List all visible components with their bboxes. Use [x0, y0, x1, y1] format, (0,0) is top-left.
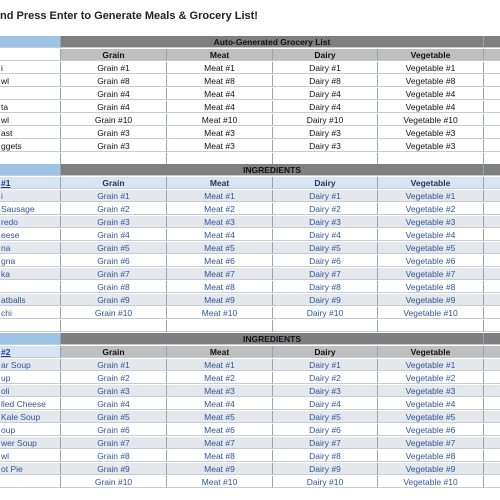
meat-cell[interactable]: Meat #4	[167, 101, 273, 113]
dairy-cell[interactable]: Dairy #3	[273, 140, 378, 152]
ing1-header-row	[0, 164, 500, 176]
grain-cell[interactable]: Grain #8	[61, 75, 167, 87]
meal-name-cell[interactable]: Sausage	[0, 203, 61, 215]
vegetable-cell[interactable]: Vegetable #1	[378, 359, 484, 371]
grocery-col-dairy[interactable]: Dairy	[273, 49, 378, 61]
ing1-columns-row	[0, 177, 500, 189]
end-cell[interactable]	[484, 190, 500, 202]
meat-cell[interactable]: Meat #10	[167, 307, 273, 319]
end-cell[interactable]	[484, 140, 500, 152]
grain-cell[interactable]: Grain #6	[61, 424, 167, 436]
ing2-col-end[interactable]	[484, 346, 500, 358]
grocery-col-vegetable[interactable]: Vegetable	[378, 49, 484, 61]
vegetable-cell[interactable]: Vegetable #7	[378, 437, 484, 449]
ing1-row	[0, 190, 500, 202]
meal-name-cell[interactable]: chi	[0, 307, 61, 319]
grain-cell[interactable]: Grain #1	[61, 62, 167, 74]
grain-cell[interactable]: Grain #4	[61, 101, 167, 113]
ing1-col-grain[interactable]: Grain	[61, 177, 167, 189]
end-cell[interactable]	[484, 229, 500, 241]
vegetable-cell[interactable]: Vegetable #4	[378, 88, 484, 100]
end-cell[interactable]	[484, 268, 500, 280]
dairy-cell[interactable]: Dairy #2	[273, 203, 378, 215]
meal-name-cell[interactable]: na	[0, 242, 61, 254]
meat-cell[interactable]: Meat #3	[167, 216, 273, 228]
grocery-row	[0, 75, 500, 87]
end-cell[interactable]	[484, 127, 500, 139]
end-cell[interactable]	[484, 255, 500, 267]
dairy-cell[interactable]: Dairy #9	[273, 294, 378, 306]
dairy-cell[interactable]: Dairy #8	[273, 75, 378, 87]
end-cell[interactable]	[484, 294, 500, 306]
meal-name-cell[interactable]: ka	[0, 268, 61, 280]
meal-name-cell[interactable]: up	[0, 372, 61, 384]
meal-name-cell[interactable]: i	[0, 62, 61, 74]
dairy-cell[interactable]: Dairy #8	[273, 281, 378, 293]
grain-cell[interactable]: Grain #6	[61, 255, 167, 267]
ing1-col-dairy[interactable]: Dairy	[273, 177, 378, 189]
dairy-cell[interactable]: Dairy #7	[273, 268, 378, 280]
ing1-row	[0, 255, 500, 267]
meal-name-cell[interactable]: oli	[0, 385, 61, 397]
end-cell[interactable]	[484, 62, 500, 74]
meat-cell[interactable]: Meat #8	[167, 75, 273, 87]
meat-cell[interactable]: Meat #2	[167, 203, 273, 215]
ing1-col-meat[interactable]: Meat	[167, 177, 273, 189]
end-cell[interactable]	[484, 398, 500, 410]
ing1-label-link[interactable]: #1	[1, 178, 11, 188]
ing1-col-end[interactable]	[484, 177, 500, 189]
ing1-row	[0, 229, 500, 241]
grain-cell[interactable]: Grain #5	[61, 411, 167, 423]
grain-cell[interactable]	[61, 320, 167, 332]
vegetable-cell[interactable]: Vegetable #8	[378, 75, 484, 87]
vegetable-cell[interactable]: Vegetable #5	[378, 411, 484, 423]
meat-cell[interactable]: Meat #8	[167, 450, 273, 462]
ing2-col-grain[interactable]: Grain	[61, 346, 167, 358]
grocery-row	[0, 101, 500, 113]
grain-cell[interactable]: Grain #4	[61, 229, 167, 241]
ing2-row	[0, 385, 500, 397]
meat-cell[interactable]: Meat #3	[167, 140, 273, 152]
meat-cell[interactable]: Meat #6	[167, 424, 273, 436]
meat-cell[interactable]: Meat #10	[167, 476, 273, 488]
meal-name-cell[interactable]: ast	[0, 127, 61, 139]
dairy-cell[interactable]: Dairy #2	[273, 372, 378, 384]
dairy-cell[interactable]: Dairy #10	[273, 476, 378, 488]
grain-cell[interactable]: Grain #10	[61, 476, 167, 488]
grocery-col-grain[interactable]: Grain	[61, 49, 167, 61]
vegetable-cell[interactable]: Vegetable #1	[378, 62, 484, 74]
vegetable-cell[interactable]: Vegetable #10	[378, 114, 484, 126]
meal-name-cell[interactable]	[0, 281, 61, 293]
dairy-cell[interactable]: Dairy #4	[273, 101, 378, 113]
dairy-cell[interactable]: Dairy #4	[273, 398, 378, 410]
meat-cell[interactable]: Meat #9	[167, 294, 273, 306]
end-cell[interactable]	[484, 450, 500, 462]
ing2-label[interactable]	[0, 346, 61, 358]
end-cell[interactable]	[484, 101, 500, 113]
grain-cell[interactable]: Grain #9	[61, 294, 167, 306]
meal-name-cell[interactable]: gna	[0, 255, 61, 267]
vegetable-cell[interactable]: Vegetable #10	[378, 476, 484, 488]
ing2-row	[0, 463, 500, 475]
meat-cell[interactable]: Meat #5	[167, 242, 273, 254]
meal-name-cell[interactable]: eese	[0, 229, 61, 241]
meal-name-cell[interactable]: ggets	[0, 140, 61, 152]
ing2-row	[0, 398, 500, 410]
meal-name-cell[interactable]: lled Cheese	[0, 398, 61, 410]
ing2-label-link[interactable]: #2	[1, 347, 11, 357]
ing2-row	[0, 476, 500, 488]
meat-cell[interactable]: Meat #6	[167, 255, 273, 267]
dairy-cell[interactable]: Dairy #6	[273, 424, 378, 436]
ing1-col-vegetable[interactable]: Vegetable	[378, 177, 484, 189]
dairy-cell[interactable]: Dairy #6	[273, 255, 378, 267]
ing1-row	[0, 307, 500, 319]
ing2-row	[0, 411, 500, 423]
dairy-cell[interactable]: Dairy #1	[273, 62, 378, 74]
grocery-row	[0, 62, 500, 74]
vegetable-cell[interactable]: Vegetable #1	[378, 190, 484, 202]
end-cell[interactable]	[484, 216, 500, 228]
dairy-cell[interactable]: Dairy #4	[273, 88, 378, 100]
ing2-col-dairy[interactable]: Dairy	[273, 346, 378, 358]
ing2-row	[0, 372, 500, 384]
end-cell[interactable]	[484, 463, 500, 475]
dairy-cell[interactable]: Dairy #4	[273, 229, 378, 241]
meal-name-cell[interactable]: oup	[0, 424, 61, 436]
end-cell[interactable]	[484, 359, 500, 371]
grain-cell[interactable]: Grain #9	[61, 463, 167, 475]
grain-cell[interactable]: Grain #1	[61, 359, 167, 371]
grain-cell[interactable]: Grain #3	[61, 385, 167, 397]
ing2-header-row	[0, 333, 500, 345]
grocery-col-end[interactable]	[484, 49, 500, 61]
end-cell[interactable]	[484, 411, 500, 423]
meal-name-cell[interactable]: redo	[0, 216, 61, 228]
grain-cell[interactable]: Grain #10	[61, 307, 167, 319]
meal-name-cell[interactable]: i	[0, 190, 61, 202]
meat-cell[interactable]: Meat #3	[167, 127, 273, 139]
grain-cell[interactable]: Grain #1	[61, 190, 167, 202]
vegetable-cell[interactable]: Vegetable #9	[378, 294, 484, 306]
grain-cell[interactable]: Grain #2	[61, 372, 167, 384]
meat-cell[interactable]: Meat #10	[167, 114, 273, 126]
meal-name-cell[interactable]: ar Soup	[0, 359, 61, 371]
vegetable-cell[interactable]: Vegetable #8	[378, 450, 484, 462]
ing1-row	[0, 203, 500, 215]
grain-cell[interactable]: Grain #3	[61, 140, 167, 152]
vegetable-cell[interactable]: Vegetable #5	[378, 242, 484, 254]
vegetable-cell[interactable]: Vegetable #6	[378, 424, 484, 436]
end-cell[interactable]	[484, 424, 500, 436]
ing2-row	[0, 437, 500, 449]
grain-cell[interactable]: Grain #10	[61, 114, 167, 126]
grocery-row	[0, 140, 500, 152]
ing1-row	[0, 242, 500, 254]
vegetable-cell[interactable]: Vegetable #3	[378, 127, 484, 139]
meat-cell[interactable]: Meat #5	[167, 411, 273, 423]
ing2-header-blank[interactable]	[0, 333, 61, 345]
end-cell[interactable]	[484, 114, 500, 126]
grain-cell[interactable]: Grain #4	[61, 398, 167, 410]
vegetable-cell[interactable]: Vegetable #4	[378, 229, 484, 241]
grocery-row	[0, 88, 500, 100]
meat-cell[interactable]: Meat #4	[167, 229, 273, 241]
meal-name-cell[interactable]: Kale Soup	[0, 411, 61, 423]
end-cell[interactable]	[484, 75, 500, 87]
grocery-row	[0, 127, 500, 139]
vegetable-cell[interactable]: Vegetable #9	[378, 463, 484, 475]
dairy-cell[interactable]: Dairy #3	[273, 216, 378, 228]
vegetable-cell[interactable]: Vegetable #2	[378, 372, 484, 384]
meal-name-cell[interactable]: wl	[0, 75, 61, 87]
grocery-col-meat[interactable]: Meat	[167, 49, 273, 61]
vegetable-cell[interactable]: Vegetable #6	[378, 255, 484, 267]
dairy-cell[interactable]: Dairy #10	[273, 307, 378, 319]
meat-cell[interactable]: Meat #4	[167, 398, 273, 410]
grain-cell[interactable]: Grain #3	[61, 216, 167, 228]
end-cell[interactable]	[484, 242, 500, 254]
vegetable-cell[interactable]: Vegetable #2	[378, 203, 484, 215]
grain-cell[interactable]: Grain #8	[61, 450, 167, 462]
meal-name-cell[interactable]: wl	[0, 114, 61, 126]
grain-cell[interactable]: Grain #3	[61, 127, 167, 139]
grain-cell[interactable]: Grain #2	[61, 203, 167, 215]
dairy-cell[interactable]: Dairy #5	[273, 242, 378, 254]
grocery-header-row	[0, 36, 500, 48]
meat-cell[interactable]: Meat #1	[167, 62, 273, 74]
grain-cell[interactable]: Grain #5	[61, 242, 167, 254]
meat-cell[interactable]: Meat #3	[167, 385, 273, 397]
end-cell[interactable]	[484, 307, 500, 319]
end-cell[interactable]	[484, 437, 500, 449]
ing1-header-blank[interactable]	[0, 164, 61, 176]
sheet-title: nd Press Enter to Generate Meals & Grocery List!	[0, 10, 258, 22]
ing1-label[interactable]	[0, 177, 61, 189]
ing1-row	[0, 216, 500, 228]
ing2-row	[0, 359, 500, 371]
grain-cell[interactable]: Grain #7	[61, 437, 167, 449]
ing1-row	[0, 281, 500, 293]
meat-cell[interactable]: Meat #9	[167, 463, 273, 475]
grocery-col-blank[interactable]	[0, 49, 61, 61]
meal-name-cell[interactable]	[0, 320, 61, 332]
vegetable-cell[interactable]: Vegetable #4	[378, 101, 484, 113]
dairy-cell[interactable]: Dairy #1	[273, 359, 378, 371]
vegetable-cell[interactable]: Vegetable #4	[378, 398, 484, 410]
ing1-row	[0, 294, 500, 306]
ing2-col-vegetable[interactable]: Vegetable	[378, 346, 484, 358]
vegetable-cell[interactable]: Vegetable #3	[378, 385, 484, 397]
vegetable-cell[interactable]: Vegetable #3	[378, 216, 484, 228]
vegetable-cell[interactable]: Vegetable #10	[378, 307, 484, 319]
grocery-header[interactable]: Auto-Generated Grocery List	[61, 36, 484, 48]
vegetable-cell[interactable]: Vegetable #8	[378, 281, 484, 293]
dairy-cell[interactable]: Dairy #5	[273, 411, 378, 423]
meat-cell[interactable]: Meat #8	[167, 281, 273, 293]
meat-cell[interactable]: Meat #7	[167, 268, 273, 280]
meal-name-cell[interactable]	[0, 88, 61, 100]
end-cell[interactable]	[484, 320, 500, 332]
meal-name-cell[interactable]: wl	[0, 450, 61, 462]
grocery-row	[0, 114, 500, 126]
meal-name-cell[interactable]	[0, 476, 61, 488]
meat-cell[interactable]: Meat #4	[167, 88, 273, 100]
ing1-row	[0, 268, 500, 280]
meat-cell[interactable]: Meat #2	[167, 372, 273, 384]
meat-cell[interactable]: Meat #1	[167, 359, 273, 371]
ing1-header[interactable]: INGREDIENTS	[61, 164, 484, 176]
grocery-columns-row	[0, 49, 500, 61]
meal-name-cell[interactable]: ta	[0, 101, 61, 113]
meat-cell[interactable]: Meat #7	[167, 437, 273, 449]
ing1-row	[0, 320, 500, 332]
meal-name-cell[interactable]: wer Soup	[0, 437, 61, 449]
dairy-cell[interactable]: Dairy #3	[273, 385, 378, 397]
grain-cell[interactable]: Grain #4	[61, 88, 167, 100]
dairy-cell[interactable]: Dairy #7	[273, 437, 378, 449]
grocery-header-end[interactable]	[484, 36, 500, 48]
ing2-columns-row	[0, 346, 500, 358]
end-cell[interactable]	[484, 203, 500, 215]
end-cell[interactable]	[484, 372, 500, 384]
meal-name-cell[interactable]: ot Pie	[0, 463, 61, 475]
end-cell[interactable]	[484, 281, 500, 293]
dairy-cell[interactable]: Dairy #9	[273, 463, 378, 475]
vegetable-cell[interactable]	[378, 320, 484, 332]
dairy-cell[interactable]	[273, 320, 378, 332]
dairy-cell[interactable]: Dairy #10	[273, 114, 378, 126]
ing2-col-meat[interactable]: Meat	[167, 346, 273, 358]
meat-cell[interactable]: Meat #1	[167, 190, 273, 202]
dairy-cell[interactable]: Dairy #8	[273, 450, 378, 462]
meal-name-cell[interactable]: atballs	[0, 294, 61, 306]
vegetable-cell[interactable]: Vegetable #7	[378, 268, 484, 280]
end-cell[interactable]	[484, 476, 500, 488]
grain-cell[interactable]: Grain #8	[61, 281, 167, 293]
dairy-cell[interactable]: Dairy #3	[273, 127, 378, 139]
ing2-row	[0, 424, 500, 436]
grain-cell[interactable]: Grain #7	[61, 268, 167, 280]
end-cell[interactable]	[484, 385, 500, 397]
ing2-row	[0, 450, 500, 462]
ing2-header[interactable]: INGREDIENTS	[61, 333, 484, 345]
end-cell[interactable]	[484, 88, 500, 100]
ing1-header-end[interactable]	[484, 164, 500, 176]
meat-cell[interactable]	[167, 320, 273, 332]
vegetable-cell[interactable]: Vegetable #3	[378, 140, 484, 152]
dairy-cell[interactable]: Dairy #1	[273, 190, 378, 202]
grocery-header-blank[interactable]	[0, 36, 61, 48]
ing2-header-end[interactable]	[484, 333, 500, 345]
